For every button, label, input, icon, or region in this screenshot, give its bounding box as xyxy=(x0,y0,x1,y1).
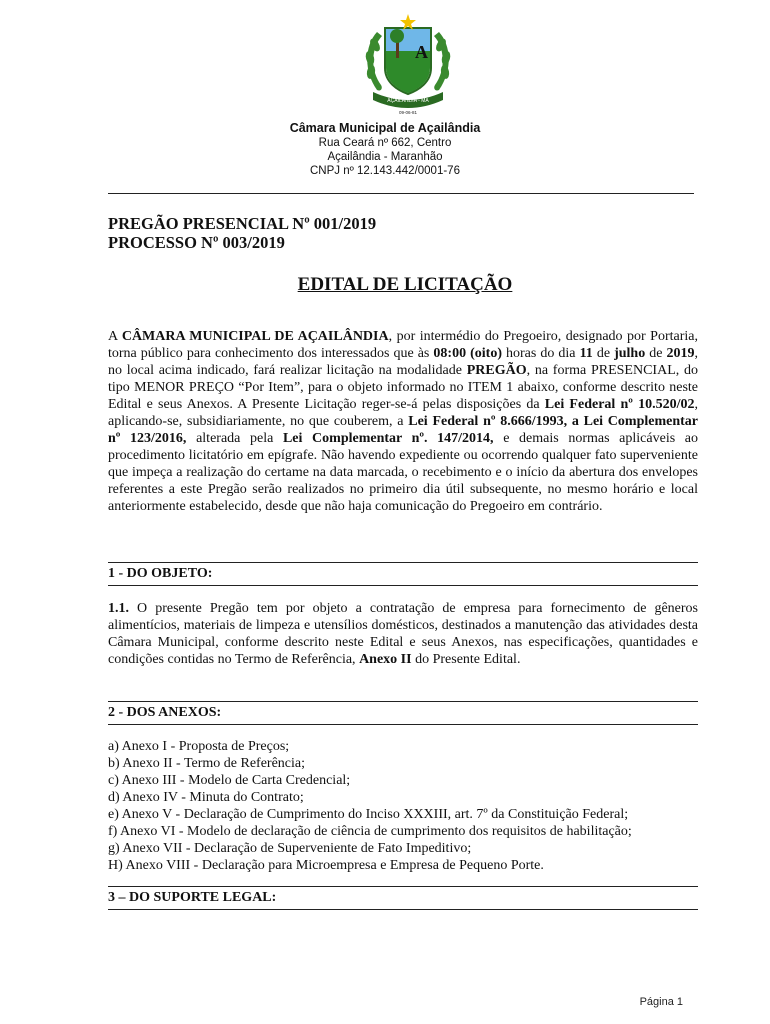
pregao-title: PREGÃO PRESENCIAL Nº 001/2019 xyxy=(108,214,377,233)
institution-name: Câmara Municipal de Açailândia xyxy=(289,121,481,135)
annex-item: c) Anexo III - Modelo de Carta Credencial; xyxy=(108,773,351,788)
address-line-2: Açailândia - Maranhão xyxy=(327,151,443,163)
header-divider xyxy=(108,193,694,194)
objeto-paragraph: 1.1. O presente Pregão tem por objeto a contratação de empresa para fornecimento de gêneros alimentícios, materiais de limpeza e utensílios domésticos, destinados a manutenção das atividades desta Câmara Municipal, conforme descrito neste Edital e seus Anexos, nas especificações, quantidades e condições contidas no Termo de Referência, Anexo II do Presente Edital. xyxy=(108,601,698,667)
annex-item: f) Anexo VI - Modelo de declaração de ciência de cumprimento dos requisitos de habilitação; xyxy=(108,824,632,839)
processo-title: PROCESSO Nº 003/2019 xyxy=(108,233,285,252)
svg-text:A: A xyxy=(415,42,428,62)
intro-paragraph: A CÂMARA MUNICIPAL DE AÇAILÂNDIA, por intermédio do Pregoeiro, designado por Portaria, torna público para conhecimento dos interessados que às 08:00 (oito) horas do dia 11 de julho de 2019, no local acima indicado, fará realizar licitação na modalidade PREGÃO, na forma PRESENCIAL, do tipo MENOR PREÇO “Por Item”, para o objeto informado no ITEM 1 abaixo, conforme descrito neste Edital e seus Anexos. A Presente Licitação reger-se-á pelas disposições da Lei Federal nº 10.520/02, aplicando-se, subsidiariamente, no que couberem, a Lei Federal nº 8.666/1993, a Lei Complementar nº 123/2016, alterada pela Lei Complementar nº. 147/2014, e demais normas aplicáveis ao procedimento licitatório em epígrafe. Não havendo expediente ou ocorrendo qualquer fato superveniente que impeça a realização do certame na data marcada, o recebimento e o início da abertura dos envelopes referentes a este Pregão serão realizados no primeiro dia útil subsequente, no mesmo horário e local anteriormente estabelecido, desde que não haja comunicação do Pregoeiro em contrário. xyxy=(108,329,699,514)
seal-date-text: 09-06-81 xyxy=(398,110,418,115)
annex-item: g) Anexo VII - Declaração de Superveniente de Fato Impeditivo; xyxy=(108,841,472,856)
seal-ribbon-text: AÇAILÂNDIA - MA xyxy=(387,98,429,104)
section-heading-suporte-legal: 3 – DO SUPORTE LEGAL: xyxy=(108,886,698,910)
page-number: Página 1 xyxy=(639,996,683,1008)
annex-item: H) Anexo VIII - Declaração para Microempresa e Empresa de Pequeno Porte. xyxy=(108,858,544,873)
edital-title: EDITAL DE LICITAÇÃO xyxy=(297,274,513,295)
annex-item: d) Anexo IV - Minuta do Contrato; xyxy=(108,790,304,805)
address-line-1: Rua Ceará nº 662, Centro xyxy=(318,137,452,149)
section-heading-anexos: 2 - DOS ANEXOS: xyxy=(108,701,698,725)
cnpj-line: CNPJ nº 12.143.442/0001-76 xyxy=(310,165,460,177)
annex-item: a) Anexo I - Proposta de Preços; xyxy=(108,739,290,754)
annex-item: e) Anexo V - Declaração de Cumprimento do Inciso XXXIII, art. 7º da Constituição Federal; xyxy=(108,807,629,822)
annex-item: b) Anexo II - Termo de Referência; xyxy=(108,756,306,771)
section-heading-objeto: 1 - DO OBJETO: xyxy=(108,562,698,586)
municipal-seal-logo xyxy=(355,10,461,118)
annex-list xyxy=(108,738,708,874)
